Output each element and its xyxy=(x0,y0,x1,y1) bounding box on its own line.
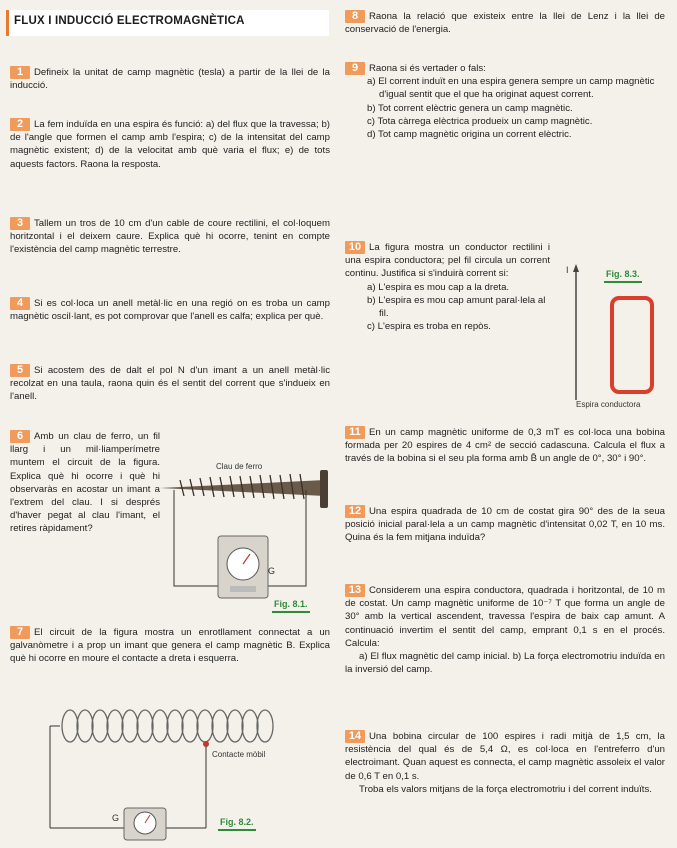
figure-8-2-label: Fig. 8.2. xyxy=(218,816,256,831)
conducting-loop xyxy=(612,298,652,392)
page-title: FLUX I INDUCCIÓ ELECTROMAGNÈTICA xyxy=(14,15,245,27)
exercise-number: 6 xyxy=(10,430,30,443)
exercise-14-question: Troba els valors mitjans de la força electromotriu i del corrent induïts. xyxy=(359,783,652,795)
exercise-3 xyxy=(10,217,330,257)
exercise-number: 2 xyxy=(10,118,30,131)
figure-8-3-label: Fig. 8.3. xyxy=(604,268,642,283)
exercise-12 xyxy=(345,505,665,545)
coil xyxy=(60,708,290,742)
exercise-text: El circuit de la figura mostra un enrotllament connectat a un galvanòmetre i a prop un imant que genera el camp magnètic B. Explica què hi ocorre en moure el contacte a dreta i esquerra. xyxy=(10,627,330,665)
coil-turn xyxy=(122,710,138,742)
coil-turn xyxy=(77,710,93,742)
statement-d: d) Tot camp magnètic origina un corrent elèctric. xyxy=(367,129,572,141)
contact-dot xyxy=(203,741,209,747)
exercise-1 xyxy=(10,66,330,92)
statement-b: b) Tot corrent elèctric genera un camp magnètic. xyxy=(367,102,573,114)
exercise-text: Si es col·loca un anell metàl·lic en una regió on es troba un camp magnètic oscil·lant, es pot comprovar que l'anell es calfa; explica per què. xyxy=(10,298,330,323)
exercise-number: 3 xyxy=(10,217,30,230)
exercise-14 xyxy=(345,730,665,796)
exercise-text: Defineix la unitat de camp magnètic (tesla) a partir de la llei de la inducció. xyxy=(10,67,330,92)
exercise-text: La figura mostra un conductor rectilini i una espira conductora; pel fil circula un corrent continu. Justifica si s'induirà corrent si: xyxy=(345,242,550,280)
coil-turn xyxy=(62,710,78,742)
exercise-8 xyxy=(345,10,665,36)
exercise-10 xyxy=(345,241,550,333)
exercise-4 xyxy=(10,297,330,323)
statement-a: a) El corrent induït en una espira genera sempre un camp magnètic d'igual sentit que el que ha originat aquest corrent. xyxy=(367,76,655,101)
statement-c: c) Tota càrrega elèctrica produeix un camp magnètic. xyxy=(367,115,593,127)
exercise-number: 8 xyxy=(345,10,365,23)
exercise-text: Considerem una espira conductora, quadrada i horitzontal, de 10 m de costat. Un camp magnètic uniforme de 10⁻⁷ T que forma un angle de 30° amb la vertical ascendent, travessa l'espira de baix cap amunt. A continuació invertim el sentit del camp, emprant 0,1 s en el procés. Calcula: xyxy=(345,585,665,649)
figure-nail-circuit xyxy=(150,466,340,626)
coil-turn xyxy=(197,710,213,742)
exercise-text: En un camp magnètic uniforme de 0,3 mT es col·loca una bobina formada per 20 espires de 4 cm² de secció cadascuna. Calcula el flux a través de la bobina si el seu pla forma amb B̄ un angle de 0°, 30° i 90°. xyxy=(345,427,665,465)
figure-wire-loop xyxy=(560,262,660,402)
coil-turn xyxy=(137,710,153,742)
exercise-text: Una bobina circular de 100 espires i radi mitjà de 1,5 cm, la resistència del qual és de 5,4 Ω, es col·loca en l'entreferro d'un electroimant. Quan aquest es connecta, el camp magnètic assoleix el valor de 0,6 T en 0,1 s. xyxy=(345,731,665,782)
exercise-text: Una espira quadrada de 10 cm de costat gira 90° des de la seua posició inicial paral·lela a un camp magnètic d'intensitat 0,02 T, en 10 ms. Quina és la fem mitjana induïda? xyxy=(345,506,665,544)
exercise-number: 5 xyxy=(10,364,30,377)
exercise-number: 10 xyxy=(345,241,365,254)
exercise-number: 14 xyxy=(345,730,365,743)
contact-label: Contacte mòbil xyxy=(212,750,266,759)
coil-turn xyxy=(227,710,243,742)
exercise-number: 9 xyxy=(345,62,365,75)
current-arrow-icon xyxy=(573,264,579,272)
exercise-13 xyxy=(345,584,665,676)
exercise-text: Amb un clau de ferro, un fil llarg i un mil·liamperímetre muntem el circuit de la figura. Explica què hi ocorre i què hi observaràs en acostar un imant a l'extrem del clau. I si després d'haver pegat al clau l'imant, el retires ràpidament? xyxy=(10,431,160,535)
coil-turn xyxy=(257,710,273,742)
coil-turn xyxy=(182,710,198,742)
exercise-text: Si acostem des de dalt el pol N d'un imant a un anell metàl·lic recolzat en una taula, raona quin és el sentit del corrent que s'indueix en l'anell. xyxy=(10,365,330,403)
exercise-9 xyxy=(345,62,665,141)
coil-turn xyxy=(167,710,183,742)
exercise-6 xyxy=(10,430,160,536)
milliammeter xyxy=(218,536,268,598)
coil-turn xyxy=(152,710,168,742)
case-a: a) L'espira es mou cap a la dreta. xyxy=(367,281,510,293)
exercise-7 xyxy=(10,626,330,666)
exercise-number: 7 xyxy=(10,626,30,639)
exercise-13-parts: a) El flux magnètic del camp inicial. b) La força electromotriu induïda en la inversió del camp. xyxy=(345,651,665,676)
exercise-11 xyxy=(345,426,665,466)
exercise-5 xyxy=(10,364,330,404)
loop-label: Espira conductora xyxy=(576,400,641,409)
coil-turn xyxy=(92,710,108,742)
case-b: b) L'espira es mou cap amunt paral·lela al fil. xyxy=(367,294,546,320)
exercise-number: 4 xyxy=(10,297,30,310)
exercise-2 xyxy=(10,118,330,171)
coil-turn xyxy=(242,710,258,742)
coil-turn xyxy=(212,710,228,742)
figure-coil-circuit xyxy=(30,704,330,844)
exercise-number: 13 xyxy=(345,584,365,597)
exercise-number: 1 xyxy=(10,66,30,79)
galvanometer xyxy=(124,808,166,840)
figure-8-1-label: Fig. 8.1. xyxy=(272,598,310,613)
exercise-text: La fem induïda en una espira és funció: a) del flux que la travessa; b) de l'angle que formen el camp amb l'espira; c) de la intensitat del camp magnètic existent; d) de la velocitat amb què varia el flux; e) de tots aquests factors. Raona la resposta. xyxy=(10,119,330,170)
coil-turn xyxy=(107,710,123,742)
current-label: I xyxy=(566,265,569,275)
nail-label: Clau de ferro xyxy=(216,462,263,471)
exercise-number: 12 xyxy=(345,505,365,518)
exercise-text: Raona la relació que existeix entre la llei de Lenz i la llei de conservació de l'energia. xyxy=(345,11,665,36)
exercise-number: 11 xyxy=(345,426,365,439)
galvanometer-g-label: G xyxy=(112,813,120,823)
exercise-text: Tallem un tros de 10 cm d'un cable de coure rectilini, el col·loquem horitzontal i el deixem caure. Explica què hi ocorre, tenint en compte l'existència del camp magnètic terrestre. xyxy=(10,218,330,256)
meter-g-label: G xyxy=(268,566,276,576)
exercise-text: Raona si és vertader o fals: xyxy=(369,63,486,74)
iron-nail xyxy=(160,470,328,508)
case-c: c) L'espira es troba en repòs. xyxy=(367,321,491,333)
